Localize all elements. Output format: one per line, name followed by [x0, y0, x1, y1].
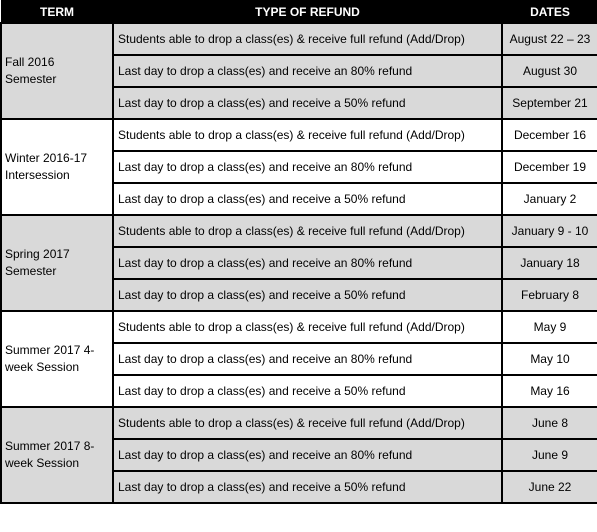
date-cell: June 8 [502, 407, 597, 439]
refund-type-cell: Students able to drop a class(es) & receive full refund (Add/Drop) [113, 311, 502, 343]
refund-type-cell: Last day to drop a class(es) and receive an 80% refund [113, 439, 502, 471]
refund-type-cell: Last day to drop a class(es) and receive a 50% refund [113, 279, 502, 311]
refund-type-cell: Students able to drop a class(es) & receive full refund (Add/Drop) [113, 407, 502, 439]
refund-type-cell: Students able to drop a class(es) & receive full refund (Add/Drop) [113, 119, 502, 151]
date-cell: December 16 [502, 119, 597, 151]
table-row [1, 407, 597, 439]
table-row [1, 311, 597, 343]
date-cell: January 18 [502, 247, 597, 279]
date-cell: August 30 [502, 55, 597, 87]
refund-type-cell: Last day to drop a class(es) and receive a 50% refund [113, 87, 502, 119]
refund-type-cell: Last day to drop a class(es) and receive an 80% refund [113, 343, 502, 375]
refund-type-cell: Last day to drop a class(es) and receive an 80% refund [113, 55, 502, 87]
header-term: TERM [1, 1, 113, 24]
date-cell: August 22 – 23 [502, 23, 597, 55]
date-cell: January 2 [502, 183, 597, 215]
date-cell: May 16 [502, 375, 597, 407]
refund-type-cell: Last day to drop a class(es) and receive an 80% refund [113, 247, 502, 279]
date-cell: June 9 [502, 439, 597, 471]
date-cell: February 8 [502, 279, 597, 311]
date-cell: June 22 [502, 471, 597, 503]
term-cell: Fall 2016 Semester [1, 23, 113, 119]
refund-type-cell: Students able to drop a class(es) & receive full refund (Add/Drop) [113, 23, 502, 55]
date-cell: May 10 [502, 343, 597, 375]
date-cell: December 19 [502, 151, 597, 183]
date-cell: September 21 [502, 87, 597, 119]
refund-type-cell: Last day to drop a class(es) and receive an 80% refund [113, 151, 502, 183]
refund-type-cell: Last day to drop a class(es) and receive a 50% refund [113, 375, 502, 407]
date-cell: May 9 [502, 311, 597, 343]
table-body [1, 23, 597, 503]
term-cell: Summer 2017 4-week Session [1, 311, 113, 407]
header-row [1, 1, 597, 24]
header-dates: DATES [502, 1, 597, 24]
refund-type-cell: Last day to drop a class(es) and receive a 50% refund [113, 471, 502, 503]
table-row [1, 23, 597, 55]
date-cell: January 9 - 10 [502, 215, 597, 247]
term-cell: Spring 2017 Semester [1, 215, 113, 311]
table-row [1, 215, 597, 247]
header-type-of-refund: TYPE OF REFUND [113, 1, 502, 24]
term-cell: Summer 2017 8-week Session [1, 407, 113, 503]
refund-type-cell: Last day to drop a class(es) and receive a 50% refund [113, 183, 502, 215]
refund-type-cell: Students able to drop a class(es) & receive full refund (Add/Drop) [113, 215, 502, 247]
term-cell: Winter 2016-17 Intersession [1, 119, 113, 215]
table-row [1, 119, 597, 151]
